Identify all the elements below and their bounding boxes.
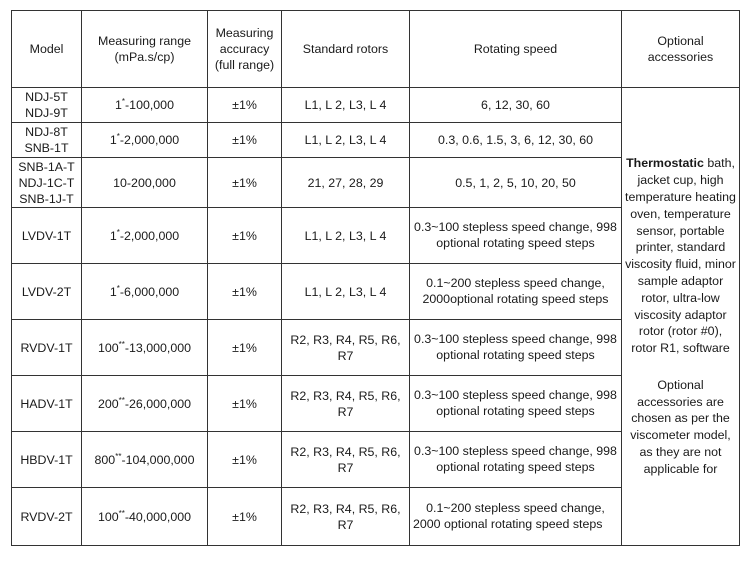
model-cell (12, 208, 82, 264)
range-cell: 1*-100,000 (82, 88, 208, 123)
speed-cell: 0.5, 1, 2, 5, 10, 20, 50 (410, 158, 622, 208)
rotors-cell: L1, L 2, L3, L 4 (282, 264, 410, 320)
model-cell (12, 488, 82, 546)
rotors-cell: L1, L 2, L3, L 4 (282, 88, 410, 123)
speed-cell: 0.1~200 stepless speed change, 2000 optional rotating speed steps (410, 488, 622, 546)
rotors-cell: L1, L 2, L3, L 4 (282, 123, 410, 158)
header-speed: Rotating speed (410, 11, 622, 88)
model-name: HBDV-1T (20, 452, 73, 467)
speed-cell: 6, 12, 30, 60 (410, 88, 622, 123)
model-cell (12, 123, 82, 158)
accessories-list: bath, jacket cup, high temperature heating oven, temperature sensor, portable printer, standard viscosity fluid, minor sample adaptor rotor, ultra-low viscosity adaptor rotor (rotor #0), rotor R1, software (625, 156, 736, 356)
viscometer-spec-table (11, 10, 740, 546)
header-row (12, 11, 740, 88)
model-cell (12, 376, 82, 432)
header-accessories: Optional accessories (622, 11, 740, 88)
model-cell (12, 158, 82, 208)
accuracy-cell: ±1% (208, 432, 282, 488)
accuracy-cell: ±1% (208, 158, 282, 208)
footnote-mark: ** (118, 508, 125, 518)
rotors-cell: L1, L 2, L3, L 4 (282, 208, 410, 264)
model-cell (12, 432, 82, 488)
accessories-cell (622, 88, 740, 546)
accuracy-cell: ±1% (208, 488, 282, 546)
accuracy-cell: ±1% (208, 264, 282, 320)
speed-cell: 0.3~100 stepless speed change, 998 optional rotating speed steps (410, 376, 622, 432)
footnote-mark: ** (115, 451, 122, 461)
header-model: Model (12, 11, 82, 88)
accuracy-cell: ±1% (208, 376, 282, 432)
speed-cell: 0.3~100 stepless speed change, 998 optional rotating speed steps (410, 432, 622, 488)
model-name: LVDV-1T (21, 228, 72, 243)
header-accuracy: Measuring accuracy (full range) (208, 11, 282, 88)
range-cell: 200**-26,000,000 (82, 376, 208, 432)
speed-cell: 0.3~100 stepless speed change, 998 optional rotating speed steps (410, 208, 622, 264)
model-cell (12, 88, 82, 123)
rotors-cell: R2, R3, R4, R5, R6, R7 (282, 376, 410, 432)
accuracy-cell: ±1% (208, 320, 282, 376)
footnote-mark: * (116, 227, 120, 237)
model-name: NDJ-9T (25, 106, 68, 120)
range-cell: 10-200,000 (82, 158, 208, 208)
accuracy-cell: ±1% (208, 123, 282, 158)
range-cell: 800**-104,000,000 (82, 432, 208, 488)
model-name: NDJ-5T (25, 90, 68, 104)
rotors-cell: R2, R3, R4, R5, R6, R7 (282, 320, 410, 376)
model-name: RVDV-1T (20, 340, 73, 355)
accuracy-cell: ±1% (208, 208, 282, 264)
model-name: HADV-1T (20, 396, 73, 411)
model-name: NDJ-8T (25, 125, 68, 139)
rotors-cell: R2, R3, R4, R5, R6, R7 (282, 488, 410, 546)
header-measuring-range (82, 11, 208, 88)
rotors-cell: R2, R3, R4, R5, R6, R7 (282, 432, 410, 488)
header-range-label: Measuring range (98, 34, 191, 48)
range-cell: 100**-13,000,000 (82, 320, 208, 376)
speed-cell: 0.3~100 stepless speed change, 998 optional rotating speed steps (410, 320, 622, 376)
model-name: SNB-1A-T (18, 159, 75, 174)
speed-cell: 0.1~200 stepless speed change, 2000optional rotating speed steps (410, 264, 622, 320)
model-name: SNB-1T (24, 141, 69, 155)
header-rotors: Standard rotors (282, 11, 410, 88)
model-cell (12, 264, 82, 320)
header-range-unit: (mPa.s/cp) (114, 50, 175, 64)
table-row (12, 88, 740, 123)
model-name: SNB-1J-T (19, 191, 74, 206)
model-name: RVDV-2T (20, 509, 73, 524)
model-cell (12, 320, 82, 376)
rotors-cell: 21, 27, 28, 29 (282, 158, 410, 208)
footnote-mark: ** (118, 339, 125, 349)
speed-cell: 0.3, 0.6, 1.5, 3, 6, 12, 30, 60 (410, 123, 622, 158)
footnote-mark: ** (118, 395, 125, 405)
accuracy-cell: ±1% (208, 88, 282, 123)
footnote-mark: * (116, 132, 120, 141)
range-cell: 1*-2,000,000 (82, 208, 208, 264)
range-cell: 100**-40,000,000 (82, 488, 208, 546)
range-cell: 1*-2,000,000 (82, 123, 208, 158)
model-name: NDJ-1C-T (18, 175, 75, 190)
footnote-mark: * (116, 283, 120, 293)
range-cell: 1*-6,000,000 (82, 264, 208, 320)
model-name: LVDV-2T (21, 284, 72, 299)
accessories-note: Optional accessories are chosen as per the viscometer model, as they are not applicable for (630, 377, 731, 476)
accessories-lead: Thermostatic (626, 156, 704, 171)
footnote-mark: * (121, 97, 126, 106)
